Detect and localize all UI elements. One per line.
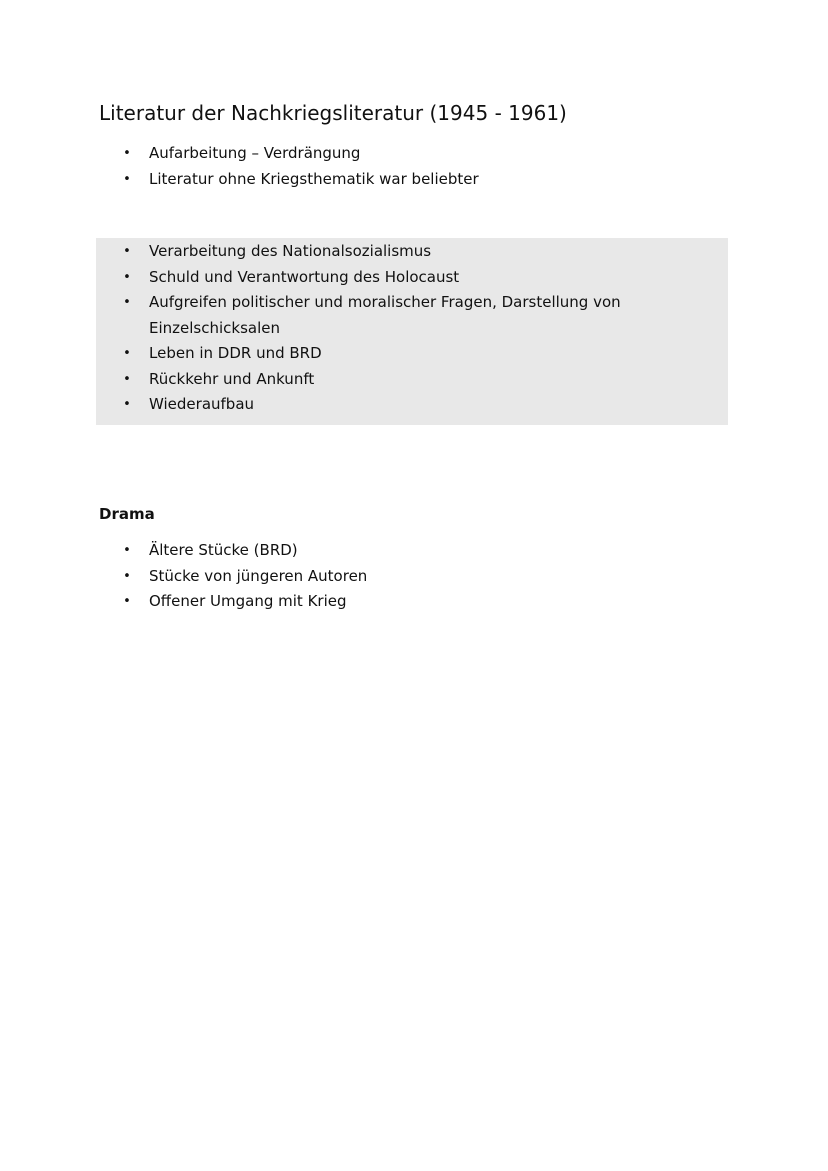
list-item-text: Schuld und Verantwortung des Holocaust xyxy=(149,267,460,286)
bullet-icon: • xyxy=(123,594,131,609)
bullet-icon: • xyxy=(123,171,131,187)
list-item-text: Wiederaufbau xyxy=(149,395,255,413)
list-item-text: Stücke von jüngeren Autoren xyxy=(149,566,368,585)
list-item xyxy=(99,589,719,615)
intro-list xyxy=(99,141,719,192)
page-title: Literatur der Nachkriegsliteratur (1945 - 1961) xyxy=(99,101,567,125)
list-item-text: Aufgreifen politischer und moralischer Fragen, Darstellung von xyxy=(149,293,621,311)
list-item xyxy=(99,239,719,265)
bullet-icon: • xyxy=(123,346,131,361)
bullet-icon: • xyxy=(123,568,131,584)
themes-list xyxy=(99,239,719,418)
list-item-continuation xyxy=(99,316,719,342)
list-item xyxy=(99,367,719,393)
bullet-icon: • xyxy=(123,244,131,259)
list-item xyxy=(99,392,719,418)
bullet-icon: • xyxy=(123,543,131,558)
list-item xyxy=(99,290,719,316)
drama-heading: Drama xyxy=(99,505,155,523)
list-item-text: Ältere Stücke (BRD) xyxy=(149,541,298,559)
list-item-text: Einzelschicksalen xyxy=(149,318,281,337)
bullet-icon: • xyxy=(123,269,131,285)
bullet-icon: • xyxy=(123,397,131,412)
list-item xyxy=(99,538,719,564)
list-item xyxy=(99,265,719,291)
list-item-text: Offener Umgang mit Krieg xyxy=(149,592,347,610)
list-item xyxy=(99,167,719,193)
bullet-icon: • xyxy=(123,371,131,387)
drama-list xyxy=(99,538,719,615)
list-item xyxy=(99,564,719,590)
list-item-text: Aufarbeitung – Verdrängung xyxy=(149,144,361,162)
shaded-themes-box xyxy=(96,238,728,425)
list-item-text: Verarbeitung des Nationalsozialismus xyxy=(149,242,432,260)
bullet-icon: • xyxy=(123,146,131,161)
list-item-text: Literatur ohne Kriegsthematik war beliebter xyxy=(149,169,479,188)
list-item xyxy=(99,141,719,167)
list-item-text: Leben in DDR und BRD xyxy=(149,344,322,362)
list-item-text: Rückkehr und Ankunft xyxy=(149,369,315,388)
bullet-icon: • xyxy=(123,295,131,310)
list-item xyxy=(99,341,719,367)
